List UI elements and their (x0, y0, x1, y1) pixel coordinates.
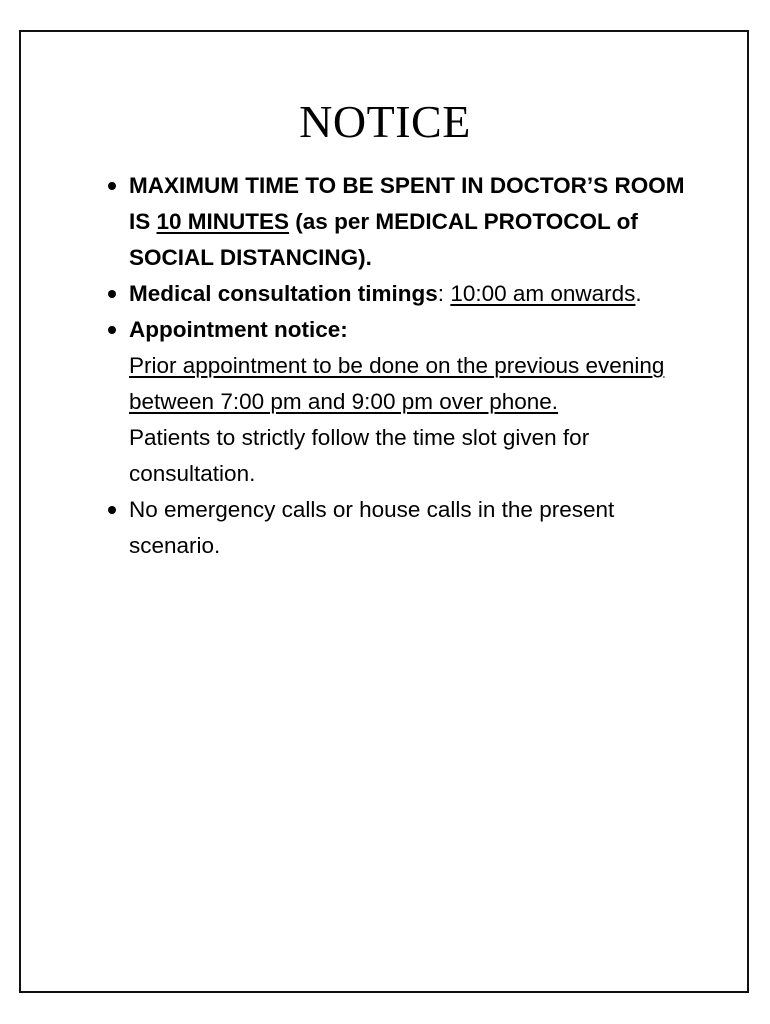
appointment-instructions: Prior appointment to be done on the previous evening between 7:00 pm and 9:00 pm over phone. (129, 353, 665, 414)
timings-end: . (635, 281, 642, 306)
no-emergency-text: No emergency calls or house calls in the present scenario. (129, 497, 615, 558)
notice-title: NOTICE (299, 96, 471, 147)
max-time-text (129, 173, 684, 270)
timings-separator: : (437, 281, 451, 306)
list-item-timings (100, 276, 700, 312)
max-time-lead: MAXIMUM TIME TO BE SPENT IN DOCTOR’S ROOM IS (129, 173, 685, 234)
appointment-slot-note: Patients to strictly follow the time slot given for consultation. (129, 425, 590, 486)
max-time-protocol: (as per MEDICAL PROTOCOL of SOCIAL DISTANCING). (129, 209, 638, 270)
notice-list (100, 168, 700, 564)
timings-value: 10:00 am onwards (450, 281, 636, 306)
list-item-max-time (100, 168, 700, 276)
list-item-no-emergency (100, 492, 700, 564)
max-time-duration: 10 MINUTES (156, 209, 290, 234)
timings-label: Medical consultation timings (129, 281, 438, 306)
appointment-label: Appointment notice: (129, 317, 348, 342)
list-item-appointment (100, 312, 700, 492)
